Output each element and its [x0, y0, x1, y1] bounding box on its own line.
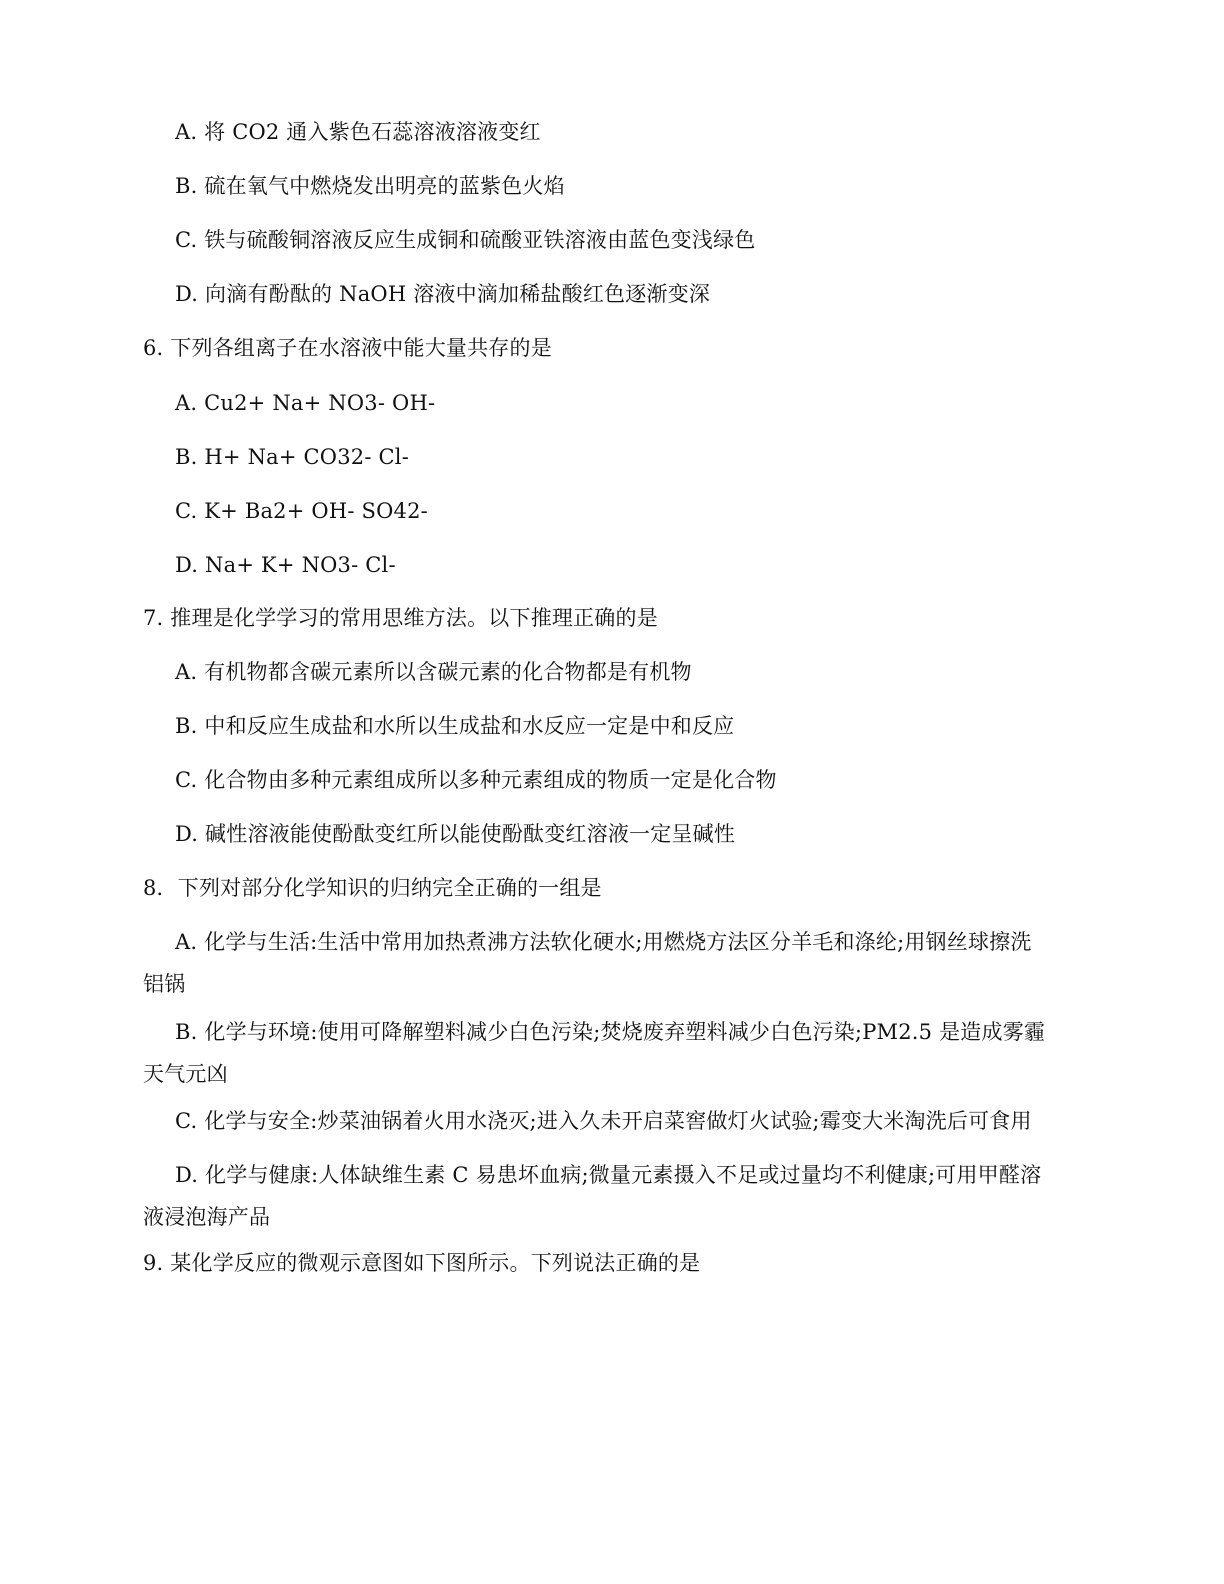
question-9: 9. 某化学反应的微观示意图如下图所示。下列说法正确的是 — [143, 1251, 701, 1275]
question-7: 7. 推理是化学学习的常用思维方法。以下推理正确的是 — [143, 606, 658, 630]
q5-option-c: C. 铁与硫酸铜溶液反应生成铜和硫酸亚铁溶液由蓝色变浅绿色 — [175, 228, 756, 252]
q5-option-a: A. 将 CO2 通入紫色石蕊溶液溶液变红 — [175, 120, 541, 144]
q6-option-b: B. H+ Na+ CO32- Cl- — [175, 445, 409, 469]
q8-option-a-continued: 铝锅 — [143, 972, 186, 996]
q6-option-d: D. Na+ K+ NO3- Cl- — [175, 553, 396, 577]
q5-option-d: D. 向滴有酚酞的 NaOH 溶液中滴加稀盐酸红色逐渐变深 — [175, 282, 711, 306]
q8-option-d-continued: 液浸泡海产品 — [143, 1205, 271, 1229]
q8-option-b-continued: 天气元凶 — [143, 1062, 228, 1086]
q8-option-c: C. 化学与安全:炒菜油锅着火用水浇灭;进入久未开启菜窖做灯火试验;霉变大米淘洗后可食用 — [175, 1109, 1032, 1133]
q6-option-c: C. K+ Ba2+ OH- SO42- — [175, 499, 428, 523]
q7-option-d: D. 碱性溶液能使酚酞变红所以能使酚酞变红溶液一定呈碱性 — [175, 822, 736, 846]
q7-option-a: A. 有机物都含碳元素所以含碳元素的化合物都是有机物 — [175, 660, 692, 684]
q8-option-b: B. 化学与环境:使用可降解塑料减少白色污染;焚烧废弃塑料减少白色污染;PM2.5 是造成雾霾 — [175, 1020, 1046, 1044]
q7-option-b: B. 中和反应生成盐和水所以生成盐和水反应一定是中和反应 — [175, 714, 735, 738]
q5-option-b: B. 硫在氧气中燃烧发出明亮的蓝紫色火焰 — [175, 174, 565, 198]
q8-option-a: A. 化学与生活:生活中常用加热煮沸方法软化硬水;用燃烧方法区分羊毛和涤纶;用钢丝球擦洗 — [175, 930, 1032, 954]
question-8: 8．下列对部分化学知识的归纳完全正确的一组是 — [143, 876, 602, 900]
q6-option-a: A. Cu2+ Na+ NO3- OH- — [175, 391, 436, 415]
q8-option-d: D. 化学与健康:人体缺维生素 C 易患坏血病;微量元素摄入不足或过量均不利健康;可用甲醛溶 — [175, 1163, 1042, 1187]
q7-option-c: C. 化合物由多种元素组成所以多种元素组成的物质一定是化合物 — [175, 768, 777, 792]
question-6: 6. 下列各组离子在水溶液中能大量共存的是 — [143, 336, 552, 360]
